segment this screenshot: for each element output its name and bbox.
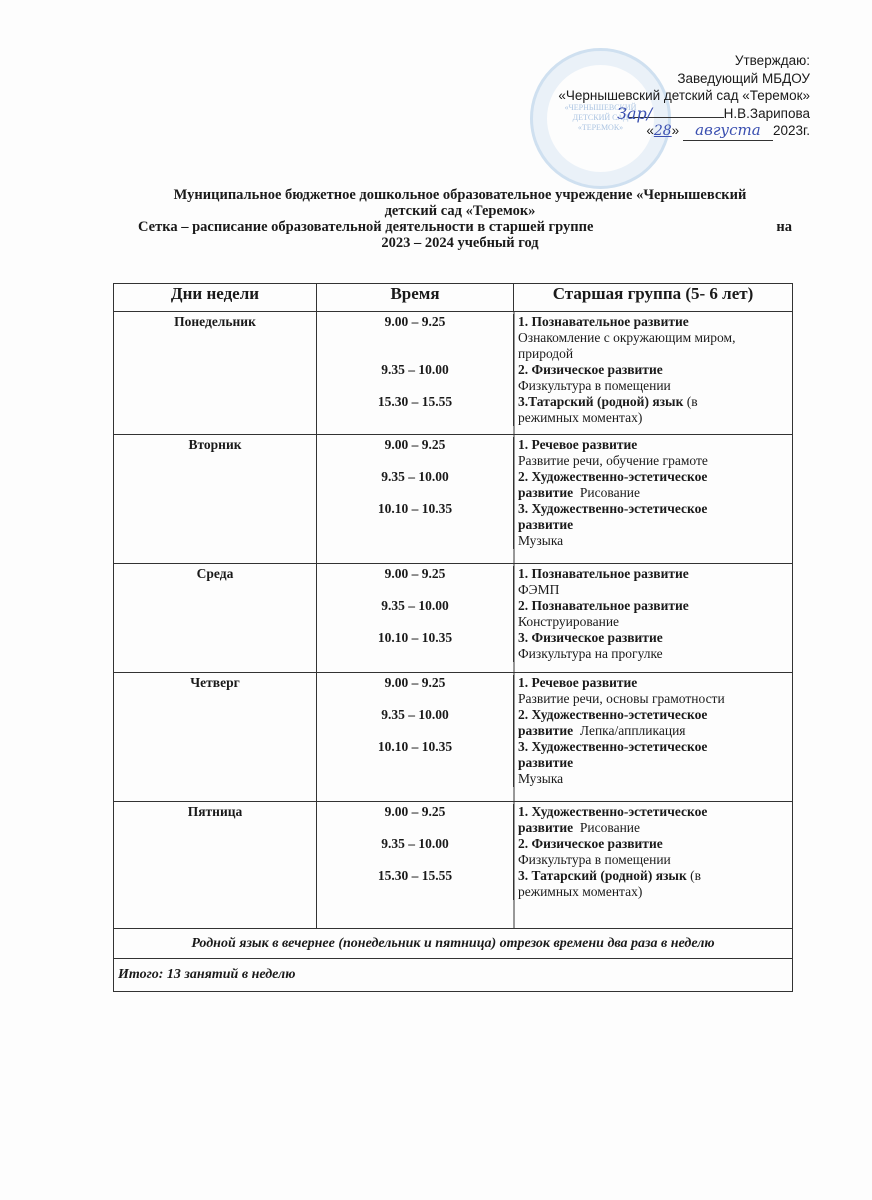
lesson-text: режимных моментах) [518,884,643,899]
lesson-title: 1. Познавательное развитие [518,566,689,581]
lesson-title-cont: развитие [518,517,574,532]
handwritten-signature: Зар/ [617,104,653,123]
lesson-content [514,469,707,501]
lesson-time: 9.00 – 9.25 [317,675,514,707]
lesson-content [514,394,698,426]
lesson [317,675,792,707]
lesson [317,836,792,868]
title-line3-end: на [776,219,792,235]
lesson-time: 9.35 – 10.00 [317,836,514,868]
lesson [317,314,792,362]
lesson-content [514,598,689,630]
date-month: августа [683,122,773,141]
lesson-time: 9.35 – 10.00 [317,707,514,739]
lesson-title: 3.Татарский (родной) язык [518,394,684,409]
lesson-title: 3. Физическое развитие [518,630,663,645]
lesson-text: Развитие речи, основы грамотности [518,691,725,706]
lesson-time: 10.10 – 10.35 [317,630,514,662]
lesson-text: Физкультура на прогулке [518,646,663,661]
lesson-text: Музыка [518,771,564,786]
lesson-title: 2. Физическое развитие [518,362,663,377]
date-day: 28 [653,123,672,139]
table-row [114,564,793,673]
lesson [317,437,792,469]
lesson-title-cont: развитие [518,485,574,500]
header-days: Дни недели [114,284,317,312]
lesson [317,630,792,662]
lesson-content [514,566,689,598]
lesson-content [514,675,725,707]
stamp-text: «ЧЕРНЫШЕВСКИЙ ДЕТСКИЙ САД «ТЕРЕМОК» [564,103,637,132]
lesson-title: 1. Познавательное развитие [518,314,689,329]
approval-line2: Заведующий МБДОУ [677,70,810,86]
lesson-content [514,314,735,362]
lesson-time: 9.35 – 10.00 [317,469,514,501]
lesson-title: 2. Художественно-эстетическое [518,469,708,484]
lesson-title: 1. Речевое развитие [518,437,638,452]
table-row [114,673,793,802]
lesson-time: 9.35 – 10.00 [317,598,514,630]
lesson-activity: Лепка/аппликация [573,723,686,738]
approval-line3: «Чернышевский детский сад «Теремок» [558,88,810,103]
lesson [317,707,792,739]
note-row: Родной язык в вечернее (понедельник и пятница) отрезок времени два раза в неделю [114,929,793,959]
lesson-content [514,836,671,868]
lesson-title: 3. Художественно-эстетическое [518,739,708,754]
lesson-time: 9.00 – 9.25 [317,314,514,362]
lesson-text: Физкультура в помещении [518,852,671,867]
document-title [100,187,820,251]
title-line1: Муниципальное бюджетное дошкольное образовательное учреждение «Чернышевский [173,187,747,203]
lesson-title: 3. Татарский (родной) язык [518,868,687,883]
lesson-time: 9.00 – 9.25 [317,437,514,469]
table-row [114,435,793,564]
lesson-title: 3. Художественно-эстетическое [518,501,708,516]
lesson-title-tail: (в [683,394,698,409]
lesson-text: Музыка [518,533,564,548]
lesson [317,362,792,394]
lesson-time: 10.10 – 10.35 [317,739,514,787]
header-group: Старшая группа (5- 6 лет) [514,284,793,312]
lesson-content [514,707,707,739]
approval-block [558,52,810,141]
lesson-title-cont: развитие [518,820,574,835]
signer-line [558,105,810,123]
lesson-text: Конструирование [518,614,620,629]
lesson-activity: Рисование [573,485,641,500]
lesson-text: ФЭМП [518,582,560,597]
lesson [317,469,792,501]
header-time: Время [317,284,514,312]
approval-date: «28» августа 2023г. [646,121,810,139]
day-cell: Четверг [114,673,317,802]
lesson-title: 1. Речевое развитие [518,675,638,690]
lesson [317,566,792,598]
lesson-title-tail: (в [686,868,701,883]
lesson [317,394,792,426]
lesson-text: природой [518,346,574,361]
lesson-text: режимных моментах) [518,410,643,425]
lesson-time: 15.30 – 15.55 [317,868,514,900]
lesson-content [514,362,671,394]
lesson-time: 9.00 – 9.25 [317,566,514,598]
lesson-content [514,630,663,662]
lesson-time: 10.10 – 10.35 [317,501,514,549]
lesson-text: Ознакомление с окружающим миром, [518,330,736,345]
lesson [317,739,792,787]
lesson [317,804,792,836]
day-cell: Вторник [114,435,317,564]
total-row: Итого: 13 занятий в неделю [114,959,793,992]
lesson-title: 2. Познавательное развитие [518,598,689,613]
title-line2: детский сад «Теремок» [384,203,536,219]
lesson-title: 2. Физическое развитие [518,836,663,851]
lesson-time: 9.35 – 10.00 [317,362,514,394]
lesson-text: Развитие речи, обучение грамоте [518,453,708,468]
lesson-content [514,739,707,787]
signer-name: Н.В.Зарипова [723,105,810,121]
date-year: 2023г. [772,123,810,138]
lesson-content [514,437,708,469]
title-line3: Сетка – расписание образовательной деятельности в старшей группе [138,219,594,235]
day-cell: Пятница [114,802,317,929]
table-row [114,312,793,435]
lesson-activity: Рисование [573,820,641,835]
lesson-text: Физкультура в помещении [518,378,671,393]
day-cell: Среда [114,564,317,673]
approval-line1: Утверждаю: [734,53,810,68]
day-cell: Понедельник [114,312,317,435]
lesson-content [514,868,701,900]
lesson-title-cont: развитие [518,755,574,770]
lesson-title: 1. Художественно-эстетическое [518,804,708,819]
lesson [317,501,792,549]
lesson-time: 15.30 – 15.55 [317,394,514,426]
lesson [317,598,792,630]
lesson [317,868,792,900]
lesson-content [514,804,707,836]
title-line4: 2023 – 2024 учебный год [381,235,539,251]
table-row [114,802,793,929]
schedule-table [113,283,793,992]
lesson-title: 2. Художественно-эстетическое [518,707,708,722]
lesson-title-cont: развитие [518,723,574,738]
lesson-time: 9.00 – 9.25 [317,804,514,836]
lesson-content [514,501,707,549]
